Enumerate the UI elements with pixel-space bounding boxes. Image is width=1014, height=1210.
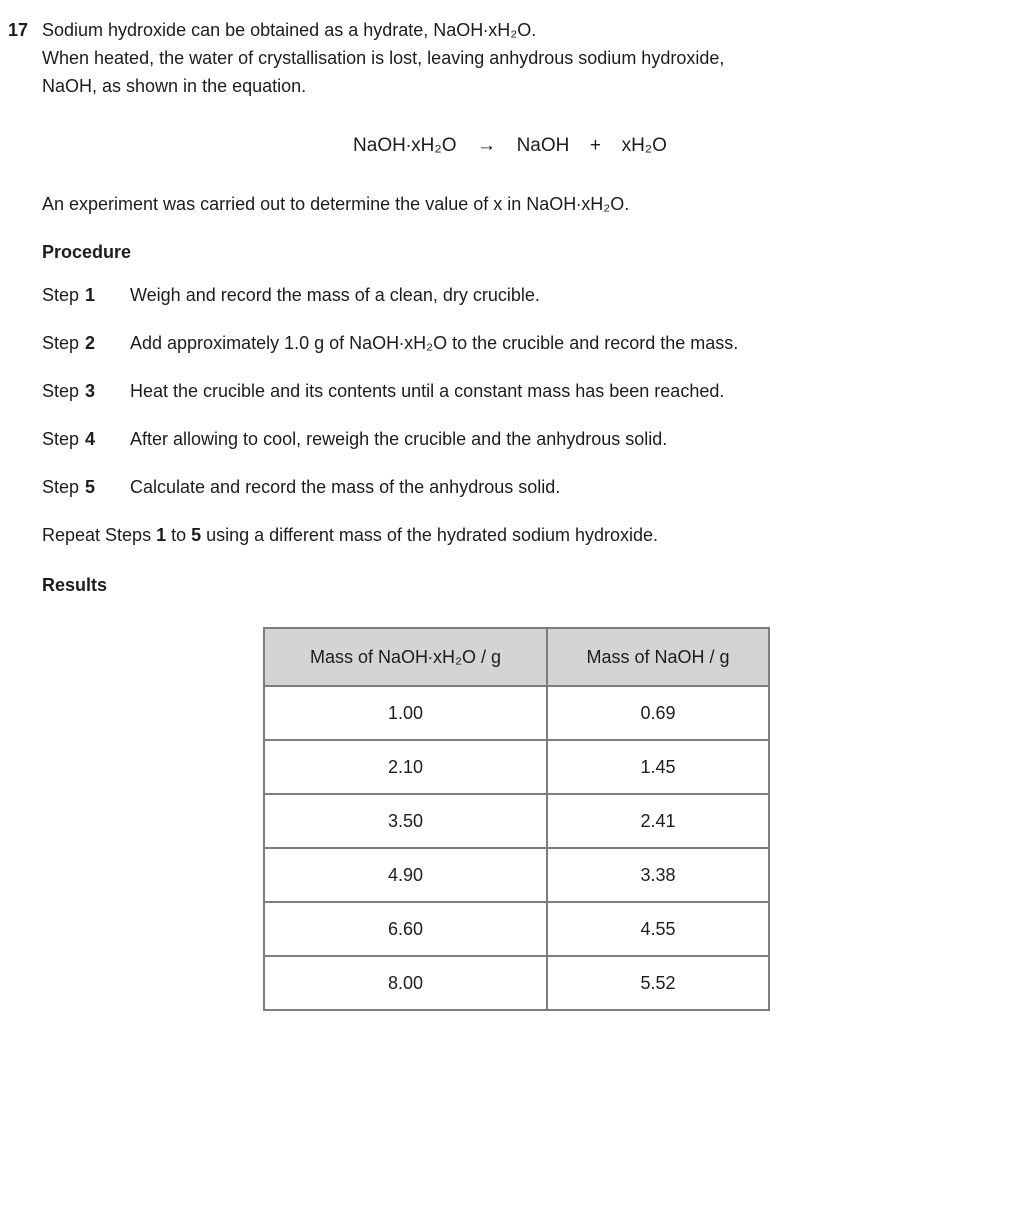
step-number: 1 <box>85 285 96 305</box>
question-number: 17 <box>8 20 29 40</box>
results-heading: Results <box>42 575 108 595</box>
step-label <box>42 428 130 450</box>
table-header-cell-naoh-mass: Mass of NaOH / g <box>547 628 769 686</box>
table-cell: 3.50 <box>264 794 547 848</box>
table-cell: 4.55 <box>547 902 769 956</box>
table-row <box>264 686 769 740</box>
table-cell: 2.41 <box>547 794 769 848</box>
repeat-step-to: 5 <box>191 525 202 545</box>
procedure-step-4 <box>42 428 978 450</box>
table-row <box>264 848 769 902</box>
step-number: 2 <box>85 333 96 353</box>
step-word: Step <box>42 285 80 305</box>
step-description: Heat the crucible and its contents until a constant mass has been reached. <box>130 381 725 401</box>
step-label <box>42 332 130 354</box>
step-label <box>42 476 130 498</box>
question-block <box>8 16 978 1011</box>
table-row <box>264 740 769 794</box>
step-description: Weigh and record the mass of a clean, dry crucible. <box>130 285 540 305</box>
step-label <box>42 380 130 402</box>
intro-line-3: NaOH, as shown in the equation. <box>42 76 307 96</box>
experiment-statement: An experiment was carried out to determine the value of x in NaOH∙xH₂O. <box>42 194 630 214</box>
repeat-text: Repeat Steps <box>42 525 157 545</box>
table-cell: 3.38 <box>547 848 769 902</box>
step-description: Calculate and record the mass of the anhydrous solid. <box>130 477 561 497</box>
step-number: 5 <box>85 477 96 497</box>
table-header-row <box>264 628 769 686</box>
step-word: Step <box>42 381 80 401</box>
question-body <box>42 16 978 1011</box>
step-word: Step <box>42 333 80 353</box>
table-cell: 1.00 <box>264 686 547 740</box>
step-number: 4 <box>85 429 96 449</box>
step-description: Add approximately 1.0 g of NaOH∙xH₂O to the crucible and record the mass. <box>130 333 739 353</box>
procedure-steps <box>42 284 978 498</box>
table-cell: 4.90 <box>264 848 547 902</box>
step-label <box>42 284 130 306</box>
procedure-step-5 <box>42 476 978 498</box>
table-cell: 0.69 <box>547 686 769 740</box>
table-row <box>264 956 769 1010</box>
chemical-equation: NaOH∙xH₂O → NaOH + xH₂O <box>353 135 667 156</box>
table-row <box>264 794 769 848</box>
repeat-text: to <box>166 525 192 545</box>
intro-line-2: When heated, the water of crystallisation is lost, leaving anhydrous sodium hydroxide, <box>42 48 725 68</box>
intro-paragraph <box>42 16 978 100</box>
table-cell: 8.00 <box>264 956 547 1010</box>
procedure-step-2 <box>42 332 978 354</box>
procedure-heading: Procedure <box>42 242 132 262</box>
step-word: Step <box>42 477 80 497</box>
table-cell: 1.45 <box>547 740 769 794</box>
table-row <box>264 902 769 956</box>
procedure-step-3 <box>42 380 978 402</box>
repeat-step-from: 1 <box>156 525 167 545</box>
procedure-step-1 <box>42 284 978 306</box>
table-cell: 5.52 <box>547 956 769 1010</box>
table-header-cell-hydrate-mass: Mass of NaOH∙xH₂O / g <box>264 628 547 686</box>
table-cell: 2.10 <box>264 740 547 794</box>
step-number: 3 <box>85 381 96 401</box>
table-cell: 6.60 <box>264 902 547 956</box>
results-table <box>263 627 770 1011</box>
repeat-instruction <box>42 524 978 546</box>
intro-line-1: Sodium hydroxide can be obtained as a hydrate, NaOH∙xH₂O. <box>42 20 537 40</box>
step-word: Step <box>42 429 80 449</box>
step-description: After allowing to cool, reweigh the crucible and the anhydrous solid. <box>130 429 668 449</box>
repeat-text: using a different mass of the hydrated sodium hydroxide. <box>201 525 659 545</box>
